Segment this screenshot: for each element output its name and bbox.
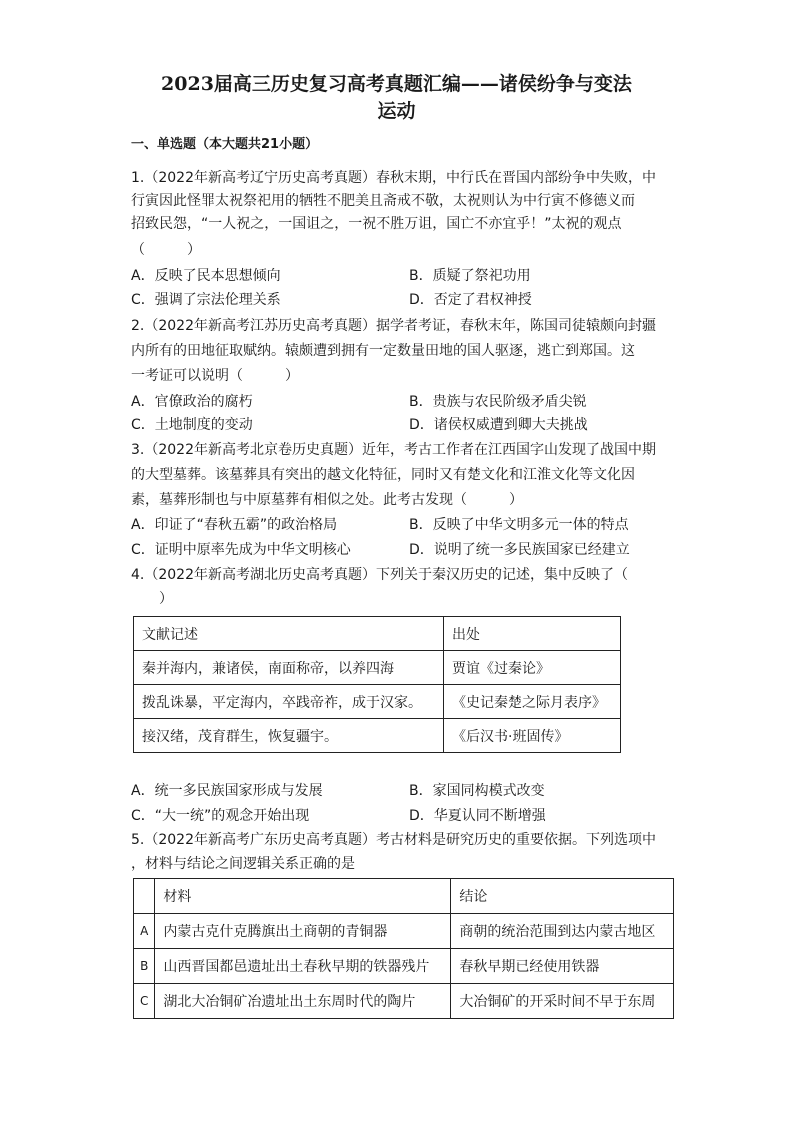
q1-option-a: A．反映了民本思想倾向 xyxy=(131,268,281,284)
q4-option-c: C．“大一统”的观念开始出现 xyxy=(131,808,310,824)
q4-line: ） xyxy=(131,591,173,607)
table-header-row xyxy=(134,617,621,651)
q5-line: 5.（2022年新高考广东历史高考真题）考古材料是研究历史的重要依据。下列选项中 xyxy=(131,832,656,848)
q3-option-d: D．说明了统一多民族国家已经建立 xyxy=(409,542,630,558)
q4-line: 4.（2022年新高考湖北历史高考真题）下列关于秦汉历史的记述，集中反映了（ xyxy=(131,567,628,583)
table-cell: 《史记秦楚之际月表序》 xyxy=(444,685,621,719)
table-row-label: C xyxy=(134,984,155,1019)
q3-line: 3.（2022年新高考北京卷历史真题）近年，考古工作者在江西国字山发现了战国中期 xyxy=(131,442,656,458)
q4-option-b: B．家国同构模式改变 xyxy=(409,783,545,799)
q1-line: 招致民怨，“一人祝之，一国诅之，一祝不胜万诅，国亡不亦宜乎！”太祝的观点 xyxy=(131,216,622,232)
table-cell: 秦并海内，兼诸侯，南面称帝，以养四海 xyxy=(134,651,444,685)
q1-option-c: C．强调了宗法伦理关系 xyxy=(131,292,281,308)
table-cell: 山西晋国都邑遗址出土春秋早期的铁器残片 xyxy=(155,949,451,984)
q1-option-b: B．质疑了祭祀功用 xyxy=(409,268,531,284)
table-cell: 内蒙古克什克腾旗出土商朝的青铜器 xyxy=(155,914,451,949)
q3-option-a: A．印证了“春秋五霸”的政治格局 xyxy=(131,517,338,533)
q1-line: （ ） xyxy=(131,242,201,258)
table-cell: 商朝的统治范围到达内蒙古地区 xyxy=(451,914,674,949)
table-row xyxy=(134,651,621,685)
table-row-label: A xyxy=(134,914,155,949)
table-row xyxy=(134,719,621,753)
q2-option-c: C．土地制度的变动 xyxy=(131,417,253,433)
q2-line: 一考证可以说明（ ） xyxy=(131,368,299,384)
table-row xyxy=(134,914,674,949)
table-header-cell: 出处 xyxy=(444,617,621,651)
q1-line: 行寅因此怪罪太祝祭祀用的牺牲不肥美且斋戒不敬，太祝则认为中行寅不修德义而 xyxy=(131,193,635,209)
table-row xyxy=(134,984,674,1019)
q2-option-b: B．贵族与农民阶级矛盾尖锐 xyxy=(409,394,587,410)
q1-line: 1.（2022年新高考辽宁历史高考真题）春秋末期，中行氏在晋国内部纷争中失败，中 xyxy=(131,170,656,186)
q2-option-a: A．官僚政治的腐朽 xyxy=(131,394,253,410)
q5-evidence-table xyxy=(133,878,674,1019)
table-header-cell: 文献记述 xyxy=(134,617,444,651)
q2-line: 2.（2022年新高考江苏历史高考真题）据学者考证，春秋末年，陈国司徒辕颇向封疆 xyxy=(131,318,656,334)
table-cell: 贾谊《过秦论》 xyxy=(444,651,621,685)
q5-line: ，材料与结论之间逻辑关系正确的是 xyxy=(131,856,355,872)
q1-option-d: D．否定了君权神授 xyxy=(409,292,532,308)
table-cell: 湖北大冶铜矿冶遗址出土东周时代的陶片 xyxy=(155,984,451,1019)
q2-line: 内所有的田地征取赋纳。辕颇遭到拥有一定数量田地的国人驱逐，逃亡到郑国。这 xyxy=(131,343,635,359)
q4-option-a: A．统一多民族国家形成与发展 xyxy=(131,783,323,799)
table-cell: 拨乱诛暴，平定海内，卒践帝祚，成于汉家。 xyxy=(134,685,444,719)
q2-option-d: D．诸侯权威遭到卿大夫挑战 xyxy=(409,417,588,433)
document-title-line2: 运动 xyxy=(377,100,416,122)
table-row-label: B xyxy=(134,949,155,984)
document-title-line1: 2023届高三历史复习高考真题汇编——诸侯纷争与变法 xyxy=(161,73,632,95)
table-cell: 接汉绪，茂育群生，恢复疆宇。 xyxy=(134,719,444,753)
q4-source-table xyxy=(133,616,621,753)
q3-option-c: C．证明中原率先成为中华文明核心 xyxy=(131,542,351,558)
table-cell: 大冶铜矿的开采时间不早于东周 xyxy=(451,984,674,1019)
table-cell: 春秋早期已经使用铁器 xyxy=(451,949,674,984)
table-cell: 《后汉书·班固传》 xyxy=(444,719,621,753)
table-header-row xyxy=(134,879,674,914)
section-heading: 一、单选题（本大题共21小题） xyxy=(131,137,319,152)
table-header-cell: 结论 xyxy=(451,879,674,914)
table-header-cell xyxy=(134,879,155,914)
table-row xyxy=(134,949,674,984)
q3-option-b: B．反映了中华文明多元一体的特点 xyxy=(409,517,629,533)
table-header-cell: 材料 xyxy=(155,879,451,914)
table-row xyxy=(134,685,621,719)
q4-option-d: D．华夏认同不断增强 xyxy=(409,808,546,824)
q3-line: 素，墓葬形制也与中原墓葬有相似之处。此考古发现（ ） xyxy=(131,492,523,508)
q3-line: 的大型墓葬。该墓葬具有突出的越文化特征，同时又有楚文化和江淮文化等文化因 xyxy=(131,467,635,483)
